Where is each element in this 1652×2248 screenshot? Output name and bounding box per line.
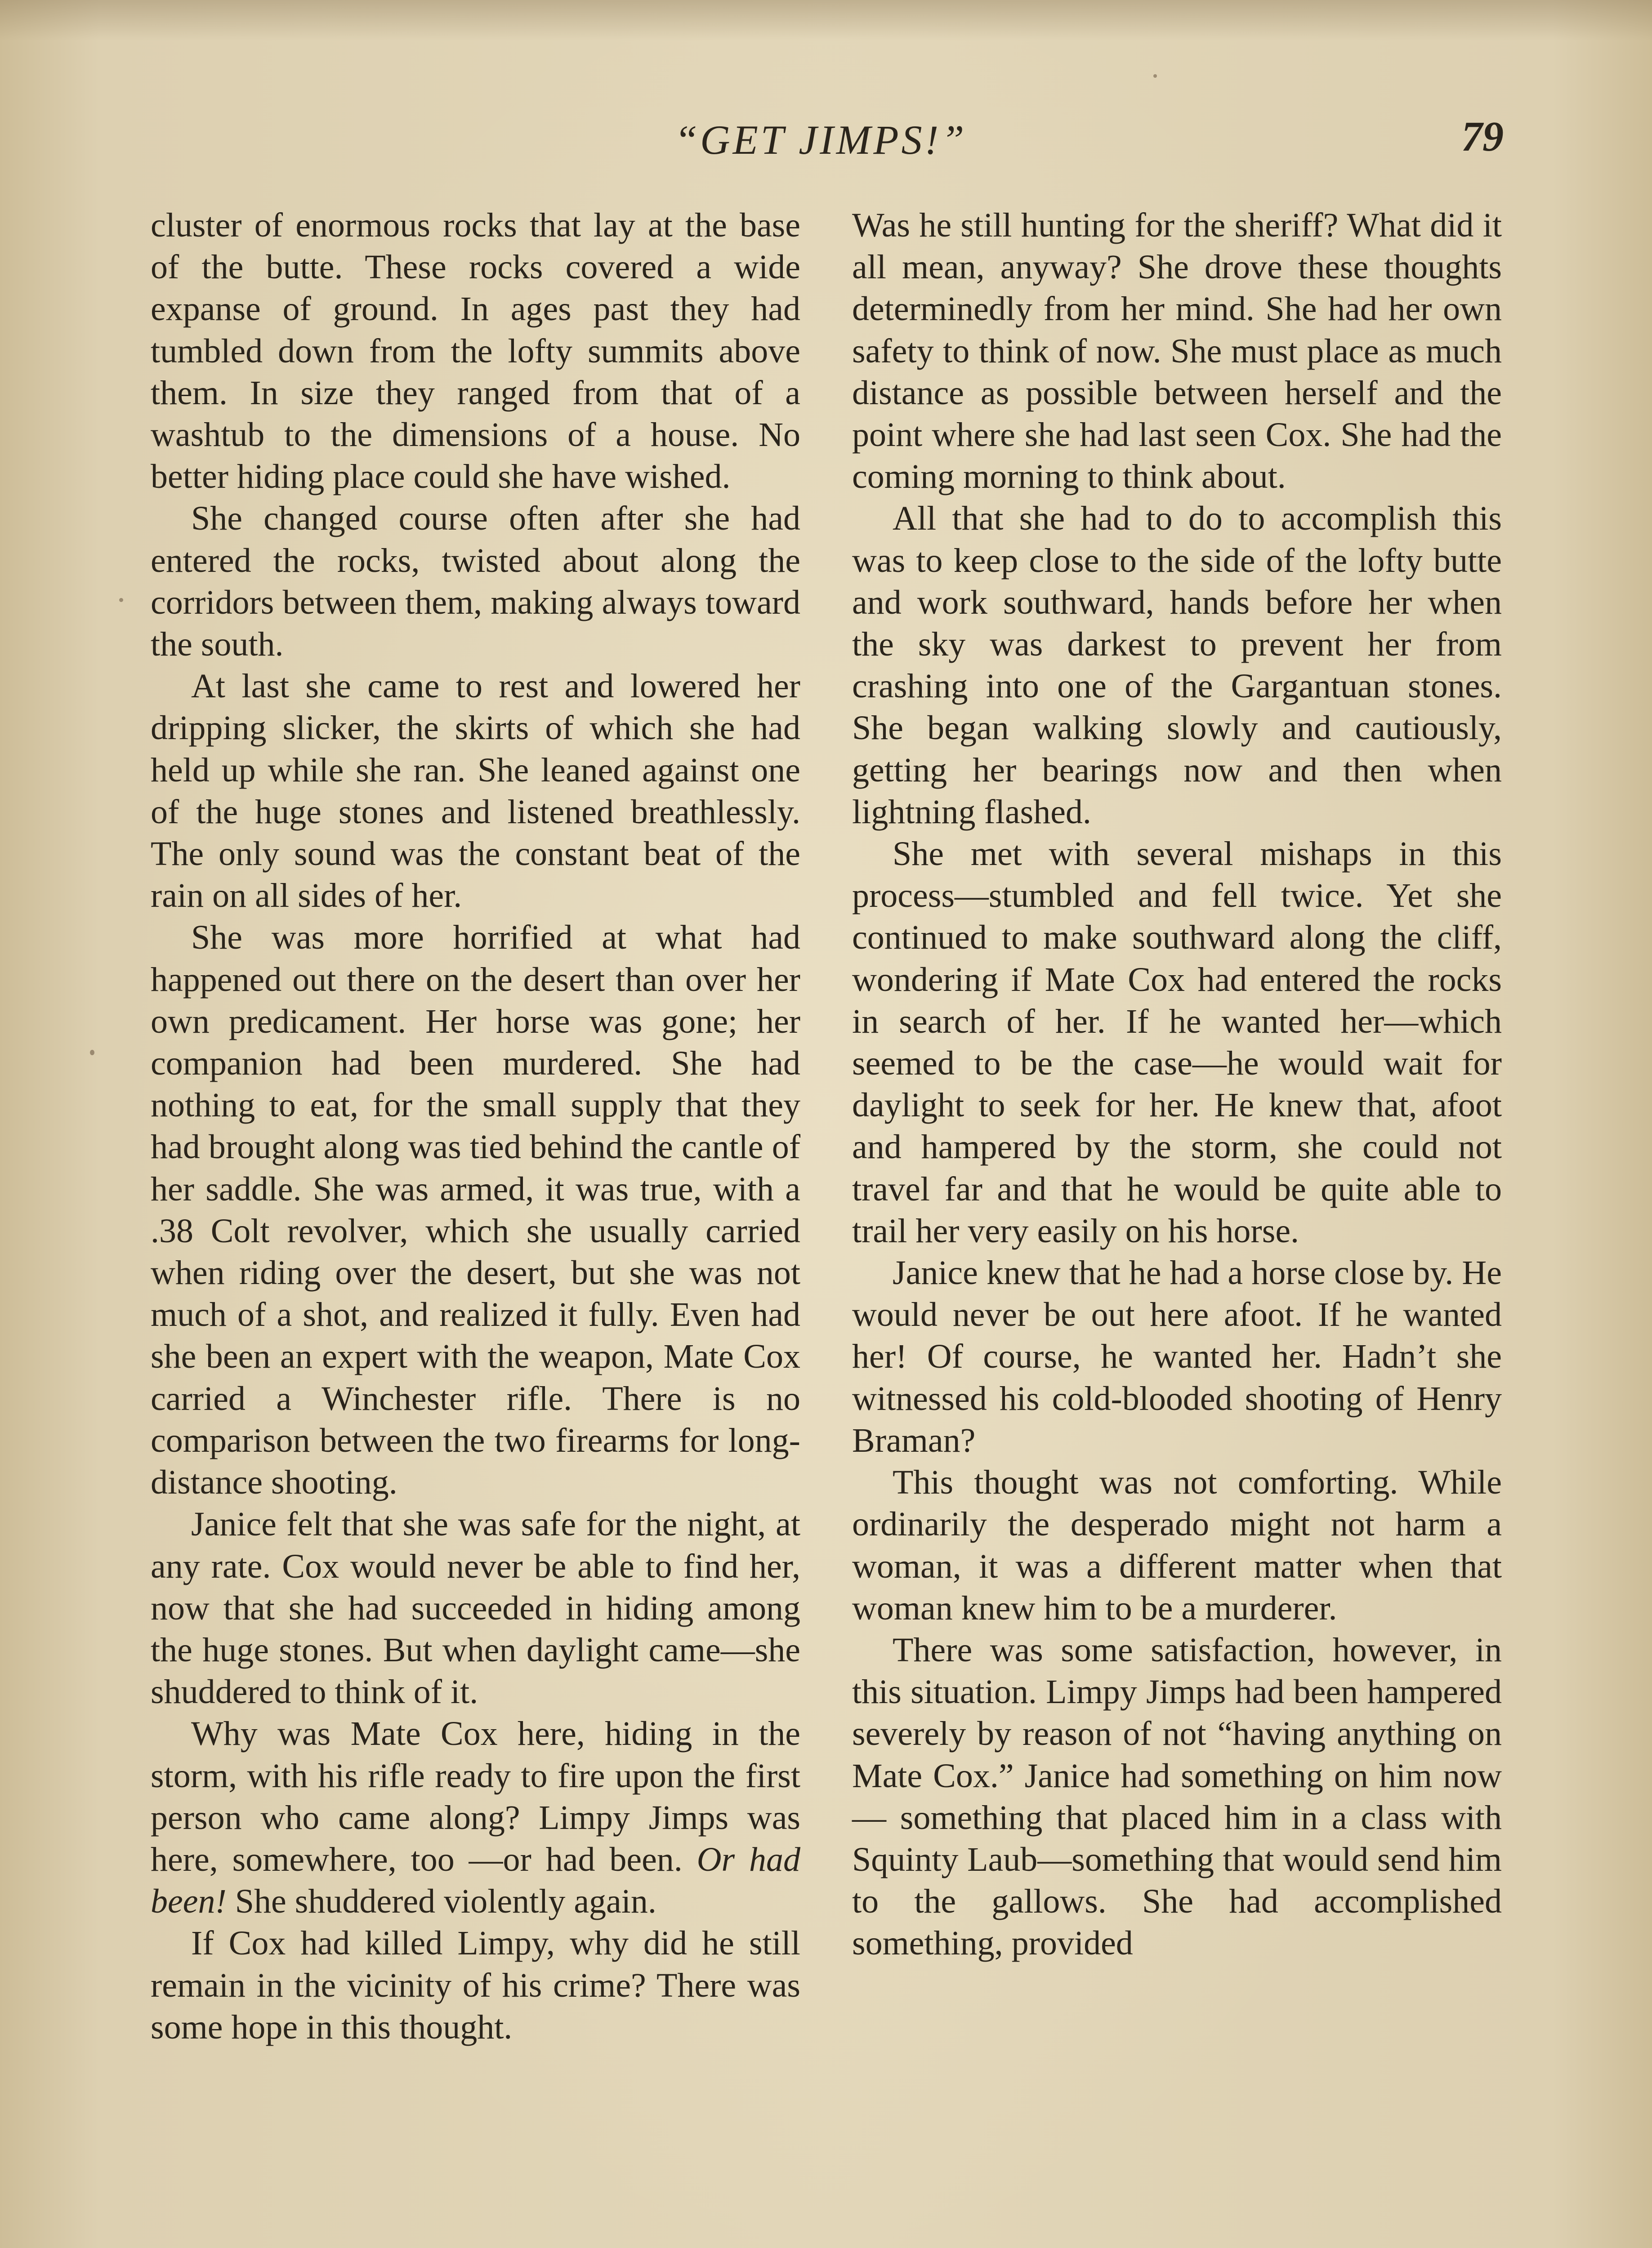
paragraph-text: She shuddered violently again.: [235, 1882, 656, 1921]
paragraph: There was some satisfaction, however, in this situation. Limpy Jimps had been hampered severely by reason of not “having anything on Mate Cox.” Janice had something on him now— something that placed him in a class with Squinty Laub—something that would send him to the gallows. She had accomplished something, provided: [852, 1631, 1502, 1963]
running-header-title: “GET JIMPS!”: [674, 117, 967, 163]
paragraph: She changed course often after she had entered the rocks, twisted about along the corridors between them, making always toward the south.: [151, 500, 800, 664]
paragraph: Janice knew that he had a horse close by. He would never be out here afoot. If he wanted her! Of course, he wanted her. Hadn’t she witnessed his cold-blooded shooting of Henry Braman?: [852, 1254, 1502, 1459]
paper-speck: [119, 598, 123, 602]
paragraph: If Cox had killed Limpy, why did he still remain in the vicinity of his crime? There was some hope in this thought.: [151, 1924, 800, 2046]
left-text-column: [151, 205, 800, 2048]
paragraph-text: Why was Mate Cox here, hiding in the storm, with his rifle ready to fire upon the first person who came along? Limpy Jimps was here, somewhere, too —or had been.: [151, 1715, 800, 1878]
paragraph: All that she had to do to accomplish this was to keep close to the side of the lofty butte and work southward, hands before her when the sky was darkest to prevent her from crashing into one of the Gargantuan stones. She began walking slowly and cautiously, getting her bearings now and then when lightning flashed.: [852, 500, 1502, 831]
paragraph: She met with several mishaps in this process—stumbled and fell twice. Yet she continued to make southward along the cliff, wondering if Mate Cox had entered the rocks in search of her. If he wanted her—which seemed to be the case—he would wait for daylight to seek for her. He knew that, afoot and hampered by the storm, she could not travel far and that he would be quite able to trail her very easily on his horse.: [852, 835, 1502, 1250]
paragraph: At last she came to rest and lowered her dripping slicker, the skirts of which she had held up while she ran. She leaned against one of the huge stones and listened breathlessly. The only sound was the constant beat of the rain on all sides of her.: [151, 667, 800, 915]
paragraph: [151, 1713, 800, 1922]
page-number: 79: [1461, 113, 1504, 160]
emphasis-text: Or had been!: [151, 1840, 800, 1921]
paragraph: She was more horrified at what had happened out there on the desert than over her own predicament. Her horse was gone; her companion had been murdered. She had nothing to eat, for the small supply that they had brought along was tied behind the cantle of her saddle. She was armed, it was true, with a .38 Colt revolver, which she usually carried when riding over the desert, but she was not much of a shot, and realized it fully. Even had she been an expert with the weapon, Mate Cox carried a Winchester rifle. There is no comparison between the two firearms for long-distance shooting.: [151, 919, 800, 1502]
paragraph: This thought was not comforting. While ordinarily the desperado might not harm a woman, it was a different matter when that woman knew him to be a murderer.: [852, 1463, 1502, 1627]
right-text-column: [852, 205, 1502, 1965]
page-edge-shadow-top: [0, 0, 1652, 40]
paper-speck: [90, 1050, 94, 1055]
paper-speck: [1153, 74, 1157, 78]
paragraph: cluster of enormous rocks that lay at the base of the butte. These rocks covered a wide expanse of ground. In ages past they had tumbled down from the lofty summits above them. In size they ranged from that of a washtub to the dimensions of a house. No better hiding place could she have wished.: [151, 206, 800, 496]
paragraph: Was he still hunting for the sheriff? What did it all mean, anyway? She drove these thoughts determinedly from her mind. She had her own safety to think of now. She must place as much distance as possible between herself and the point where she had last seen Cox. She had the coming morning to think about.: [852, 206, 1502, 496]
paragraph: Janice felt that she was safe for the night, at any rate. Cox would never be able to find her, now that she had succeeded in hiding among the huge stones. But when daylight came—she shuddered to think of it.: [151, 1505, 800, 1711]
